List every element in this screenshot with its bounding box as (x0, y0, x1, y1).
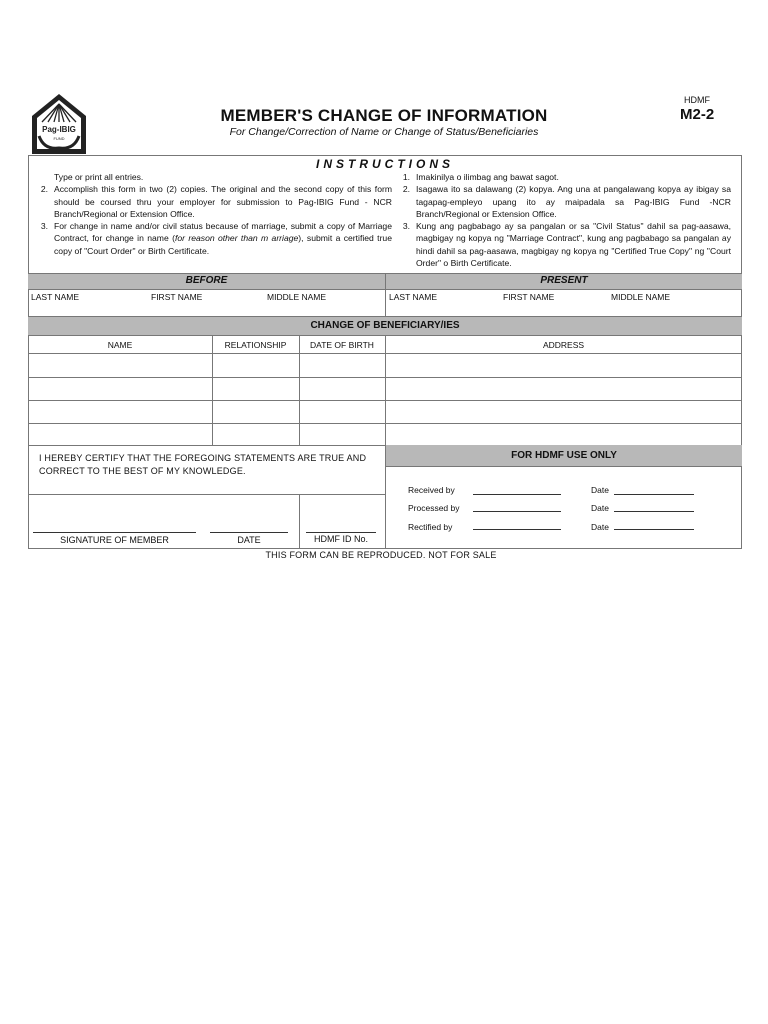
instruction-item: 2. Accomplish this form in two (2) copies. The original and the second copy of this form should be coursed thru your employer for submission to Pag-IBIG Fund - NCR Branch/Regional or Extension Office. (40, 184, 392, 219)
before-first-name-label: FIRST NAME (151, 292, 203, 302)
instruction-item: 3. For change in name and/or civil status because of marriage, submit a copy of Marriage Contract, for change in name (for reason other than m arriage), submit a certified true copy of "Court Order" or Birth Certificate. (40, 221, 392, 256)
form-subtitle: For Change/Correction of Name or Change of Status/Beneficiaries (229, 126, 539, 138)
signature-line[interactable] (33, 532, 196, 533)
table-col-divider (212, 336, 213, 445)
form-code: M2-2 (680, 106, 715, 123)
col-header-address: ADDRESS (542, 340, 585, 350)
date-label: DATE (237, 535, 261, 545)
table-col-divider (299, 336, 300, 445)
hdmf-id-label: HDMF ID No. (314, 534, 368, 544)
instruction-item: 1. Imakinilya o ilimbag ang bawat sagot. (402, 172, 559, 182)
rectified-date-line[interactable] (614, 529, 694, 530)
present-label: PRESENT (540, 275, 588, 286)
certification-statement: I HEREBY CERTIFY THAT THE FOREGOING STATEMENTS ARE TRUE AND CORRECT TO THE BEST OF MY KNOWLEDGE. (39, 453, 367, 476)
rectified-date-label: Date (591, 522, 609, 532)
signature-label: SIGNATURE OF MEMBER (60, 535, 169, 545)
col-header-date-of-birth: DATE OF BIRTH (310, 340, 374, 350)
processed-by-line[interactable] (473, 511, 561, 512)
received-by-line[interactable] (473, 494, 561, 495)
col-header-name: NAME (107, 340, 133, 350)
instruction-item: 2. Isagawa ito sa dalawang (2) kopya. Ang una at pangalawang kopya ay ibigay sa tagapag-empleyo upang ito ay maipadala sa Pag-IBIG Fund -NCR Branch/Regional or Extension Office. (402, 184, 731, 219)
table-col-divider (385, 336, 386, 549)
received-by-label: Received by (408, 485, 455, 495)
before-label: BEFORE (185, 275, 228, 286)
instructions-heading: INSTRUCTIONS (316, 157, 454, 171)
hdmf-use-heading: FOR HDMF USE ONLY (511, 450, 617, 461)
rectified-by-line[interactable] (473, 529, 561, 530)
instruction-item: Type or print all entries. (54, 172, 144, 182)
date-line[interactable] (210, 532, 288, 533)
agency-label: HDMF (684, 95, 710, 105)
form-title: MEMBER'S CHANGE OF INFORMATION (220, 106, 548, 125)
instruction-item: 3. Kung ang pagbabago ay sa pangalan or sa "Civil Status" dahil sa pag-aasawa, magbigay ng kopya ng "Marriage Contract", kung ang pagbabago sa pangalan ay hindi dahil sa pag-aasawa, magbigay ng kopya ng "Certified True Copy" ng "Court Order" o Birth Certificate. (402, 221, 731, 269)
processed-date-line[interactable] (614, 511, 694, 512)
received-date-line[interactable] (614, 494, 694, 495)
processed-date-label: Date (591, 503, 609, 513)
divider (299, 494, 300, 549)
beneficiary-heading: CHANGE OF BENEFICIARY/IES (310, 320, 460, 331)
divider (28, 494, 385, 495)
logo-subtext: FUND (53, 136, 65, 141)
logo-text: Pag-IBIG (42, 125, 76, 134)
present-middle-name-label: MIDDLE NAME (611, 292, 671, 302)
present-first-name-label: FIRST NAME (503, 292, 555, 302)
footer-note: THIS FORM CAN BE REPRODUCED. NOT FOR SALE (265, 550, 497, 560)
col-header-relationship: RELATIONSHIP (224, 340, 287, 350)
present-last-name-label: LAST NAME (389, 292, 438, 302)
received-date-label: Date (591, 485, 609, 495)
before-middle-name-label: MIDDLE NAME (267, 292, 327, 302)
processed-by-label: Processed by (408, 503, 460, 513)
instructions-english (32, 171, 392, 257)
instructions-filipino (394, 171, 731, 269)
before-last-name-label: LAST NAME (31, 292, 80, 302)
hdmf-id-line[interactable] (306, 532, 376, 533)
rectified-by-label: Rectified by (408, 522, 453, 532)
